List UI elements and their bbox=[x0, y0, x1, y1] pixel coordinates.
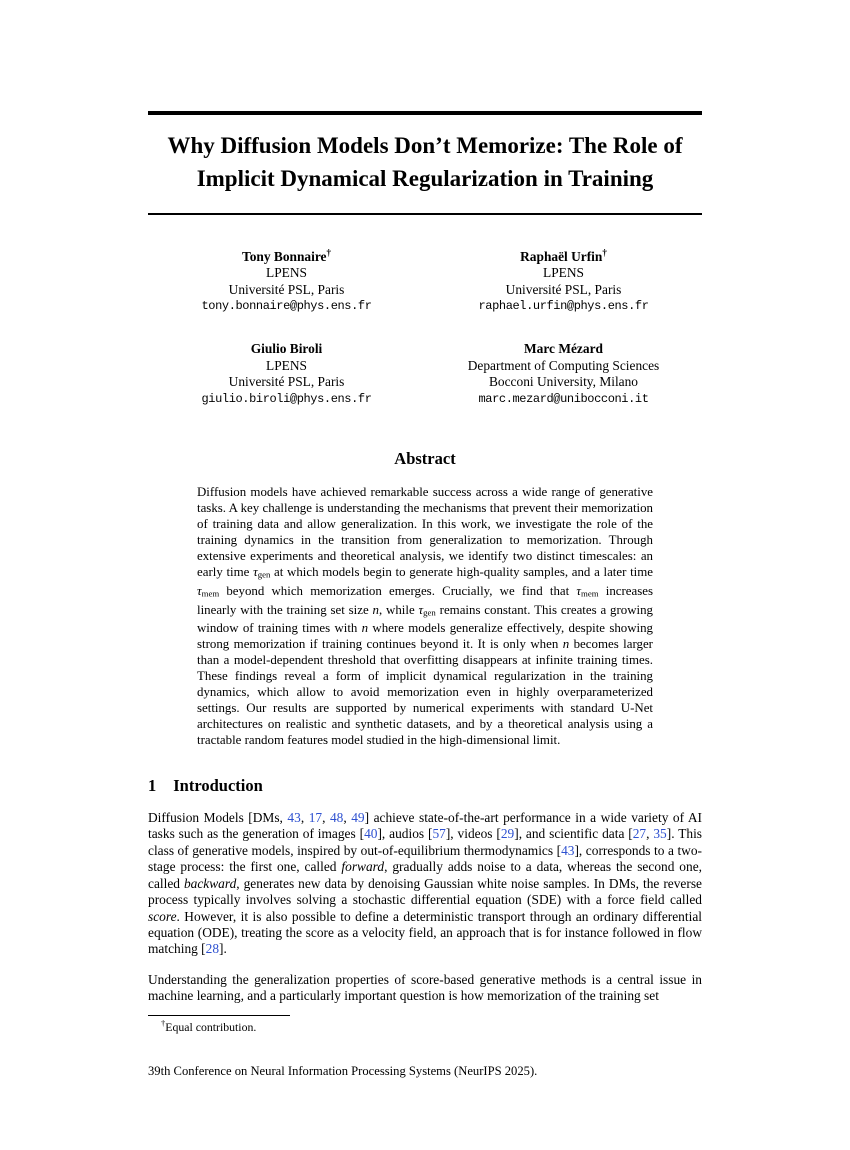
paper-title-line1: Why Diffusion Models Don’t Memorize: The Role of bbox=[167, 133, 683, 158]
text-run: ] achieve state-of-the-art performance in a wide variety of AI tasks such as the generation of images [ bbox=[148, 810, 702, 842]
author-block bbox=[425, 249, 702, 315]
citation-link[interactable]: 48 bbox=[329, 810, 344, 826]
title-rule-top bbox=[148, 111, 702, 115]
author-email: raphael.urfin@phys.ens.fr bbox=[478, 299, 649, 314]
citation-link[interactable]: 43 bbox=[287, 810, 301, 826]
math-symbol: mem bbox=[581, 588, 599, 599]
author-email: marc.mezard@unibocconi.it bbox=[478, 391, 649, 406]
author-name bbox=[425, 341, 702, 358]
author-grid bbox=[148, 249, 702, 408]
author-affiliation-line: LPENS bbox=[266, 357, 307, 373]
author-affiliation-line: Université PSL, Paris bbox=[505, 281, 622, 297]
footnote-text bbox=[148, 1017, 702, 1035]
citation-link[interactable]: 28 bbox=[205, 941, 220, 957]
footnote-body: Equal contribution. bbox=[165, 1019, 257, 1034]
author-block bbox=[148, 341, 425, 407]
citation-link[interactable]: 40 bbox=[364, 826, 378, 842]
footnote-marker: † bbox=[161, 1017, 166, 1028]
text-run: ]. bbox=[219, 941, 227, 957]
citation-link[interactable]: 49 bbox=[351, 810, 365, 826]
text-run: , gradually adds noise to a data, whereas the second one, called bbox=[148, 859, 702, 891]
text-run: remains constant. This creates a growing window of training times with bbox=[197, 602, 653, 636]
footnote-rule bbox=[148, 1015, 290, 1016]
text-run: becomes larger than a model-dependent threshold that overfitting disappears at infinite training times. These findings reveal a form of implicit dynamical regularization in the training dynamics, which allow to avoid memorization even in highly overparameterized settings. Our results are supported by numerical experiments with standard U-Net architectures on realistic and synthetic datasets, and by a theoretical analysis using a tractable random features model studied in the high-dimensional limit. bbox=[197, 637, 653, 748]
text-run: ], videos [ bbox=[445, 826, 501, 842]
paper-title bbox=[148, 129, 702, 195]
intro-paragraph-1 bbox=[148, 810, 702, 958]
text-run: . However, it is also possible to define a deterministic transport through an ordinary differential equation (ODE), treating the score as a velocity field, an approach that is for instance followed in flow matching [ bbox=[148, 908, 702, 957]
text-run: , bbox=[343, 810, 352, 826]
text-run: Diffusion Models [DMs, bbox=[148, 810, 288, 826]
text-run: Understanding the generalization properties of score-based generative methods is a central issue in machine learning, and a particularly important question is how memorization of the training set bbox=[148, 971, 702, 1004]
text-run: ], and scientific data [ bbox=[514, 826, 633, 842]
math-symbol: τ bbox=[418, 602, 424, 617]
author-affiliation-line: Université PSL, Paris bbox=[228, 374, 345, 390]
text-run: , bbox=[300, 810, 309, 826]
author-name bbox=[148, 249, 425, 266]
author-block bbox=[425, 341, 702, 407]
math-symbol: mem bbox=[201, 588, 220, 599]
author-affiliation-line: Université PSL, Paris bbox=[228, 281, 345, 297]
math-symbol: gen bbox=[423, 607, 436, 618]
text-run: ], corresponds to a two-stage process: the first one, called bbox=[148, 842, 702, 875]
author-affiliation-line: Bocconi University, Milano bbox=[488, 374, 638, 390]
title-rule-bottom bbox=[148, 213, 702, 215]
author-affiliation-line: LPENS bbox=[266, 265, 307, 281]
text-run: increases linearly with the training set size bbox=[197, 583, 653, 617]
author-name bbox=[425, 249, 702, 266]
emphasis-text: backward bbox=[183, 875, 237, 891]
author-name-text: Marc Mézard bbox=[524, 340, 603, 356]
math-symbol: τ bbox=[253, 565, 258, 580]
text-run: , while bbox=[378, 602, 419, 617]
emphasis-text: score bbox=[148, 908, 177, 924]
citation-link[interactable]: 43 bbox=[561, 842, 575, 858]
author-email: tony.bonnaire@phys.ens.fr bbox=[201, 299, 372, 314]
math-symbol: n bbox=[361, 621, 369, 636]
author-name bbox=[148, 341, 425, 358]
math-symbol: n bbox=[562, 637, 570, 652]
dagger-mark: † bbox=[326, 247, 331, 258]
section-title: Introduction bbox=[173, 776, 263, 796]
text-run: ]. This class of generative models, inspired by out-of-equilibrium thermodynamics [ bbox=[148, 826, 703, 858]
text-run: beyond which memorization emerges. Crucially, we find that bbox=[219, 583, 577, 598]
author-affiliation-line: LPENS bbox=[543, 265, 584, 281]
paper-title-line2: Implicit Dynamical Regularization in Training bbox=[196, 166, 654, 191]
text-run: at which models begin to generate high-quality samples, and a later time bbox=[270, 565, 653, 580]
citation-link[interactable]: 27 bbox=[632, 826, 647, 842]
text-run: where models generalize effectively, despite showing strong memorization if training continues beyond it. It is only when bbox=[197, 621, 654, 652]
author-email: giulio.biroli@phys.ens.fr bbox=[201, 391, 372, 406]
text-run: Diffusion models have achieved remarkable success across a wide range of generative tasks. A key challenge is understanding the mechanisms that prevent their memorization of training data and allow generalization. In this work, we investigate the role of the training dynamics in the transition from generalization to memorization. Through extensive experiments and theoretical analysis, we identify two distinct timescales: an early time bbox=[197, 485, 653, 580]
author-affiliation-line: Department of Computing Sciences bbox=[467, 357, 660, 373]
text-run: ], audios [ bbox=[377, 826, 433, 842]
citation-link[interactable]: 29 bbox=[500, 826, 515, 842]
text-run: , bbox=[646, 826, 654, 842]
math-symbol: τ bbox=[197, 583, 202, 598]
abstract-text bbox=[197, 484, 653, 748]
citation-link[interactable]: 35 bbox=[653, 826, 667, 842]
author-block bbox=[148, 249, 425, 315]
author-name-text: Giulio Biroli bbox=[250, 340, 323, 356]
conference-footer: 39th Conference on Neural Information Processing Systems (NeurIPS 2025). bbox=[148, 1064, 538, 1078]
footnote bbox=[148, 1015, 702, 1035]
citation-link[interactable]: 17 bbox=[308, 810, 323, 826]
section-number: 1 bbox=[148, 776, 157, 796]
section-heading-introduction bbox=[148, 776, 702, 796]
math-symbol: gen bbox=[257, 569, 271, 580]
emphasis-text: forward bbox=[341, 859, 385, 875]
abstract-heading: Abstract bbox=[394, 449, 456, 469]
text-run: , bbox=[322, 810, 330, 826]
math-symbol: n bbox=[372, 602, 379, 617]
math-symbol: τ bbox=[576, 583, 582, 598]
page-content bbox=[148, 0, 702, 1035]
author-name-text: Raphaël Urfin bbox=[520, 248, 603, 264]
citation-link[interactable]: 57 bbox=[432, 826, 446, 842]
text-run: , generates new data by denoising Gaussian white noise samples. In DMs, the reverse process typically involves solving a stochastic differential equation (SDE) with a force field called bbox=[148, 875, 702, 908]
intro-paragraph-2 bbox=[148, 972, 702, 1005]
author-name-text: Tony Bonnaire bbox=[242, 248, 327, 264]
dagger-mark: † bbox=[602, 247, 607, 258]
